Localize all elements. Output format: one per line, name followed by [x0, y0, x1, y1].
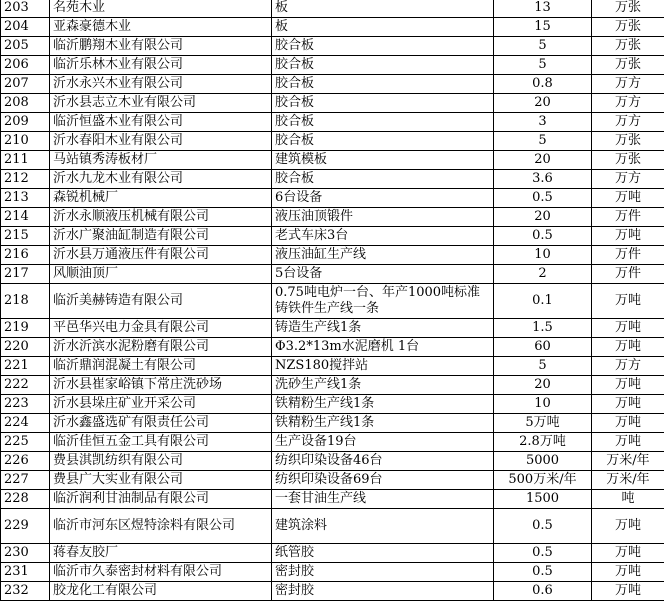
- equipment-item: 液压油缸生产线: [272, 246, 494, 265]
- table-row: [1, 338, 664, 357]
- company-name: 临沂鹏翔木业有限公司: [50, 37, 272, 56]
- equipment-item: 纺织印染设备69台: [272, 471, 494, 490]
- capacity-value: 0.5: [494, 544, 592, 563]
- equipment-item: 生产设备19台: [272, 433, 494, 452]
- company-name: 沂水永兴木业有限公司: [50, 75, 272, 94]
- row-number: 228: [1, 490, 50, 509]
- equipment-item: 胶合板: [272, 113, 494, 132]
- equipment-item: 胶合板: [272, 170, 494, 189]
- capacity-unit: 万吨: [592, 189, 664, 208]
- company-name: 名苑木业: [50, 0, 272, 18]
- row-number: 217: [1, 265, 50, 284]
- table-row: [1, 246, 664, 265]
- row-number: 221: [1, 357, 50, 376]
- table-row: [1, 284, 664, 319]
- company-name: 费县广大实业有限公司: [50, 471, 272, 490]
- equipment-item: 老式车床3台: [272, 227, 494, 246]
- table-row: [1, 319, 664, 338]
- capacity-value: 5: [494, 132, 592, 151]
- capacity-unit: 万吨: [592, 284, 664, 319]
- company-name: 费县淇凯纺织有限公司: [50, 452, 272, 471]
- company-name: 沂水永顺液压机械有限公司: [50, 208, 272, 227]
- equipment-item: 铁精粉生产线1条: [272, 414, 494, 433]
- company-name: 沂水广聚油缸制造有限公司: [50, 227, 272, 246]
- capacity-value: 3: [494, 113, 592, 132]
- capacity-unit: 万吨: [592, 319, 664, 338]
- company-name: 临沂润利甘油制品有限公司: [50, 490, 272, 509]
- company-name: 沂水县志立木业有限公司: [50, 94, 272, 113]
- capacity-value: 0.6: [494, 582, 592, 601]
- row-number: 203: [1, 0, 50, 18]
- row-number: 215: [1, 227, 50, 246]
- capacity-value: 20: [494, 208, 592, 227]
- capacity-unit: 万件: [592, 208, 664, 227]
- equipment-item: 胶合板: [272, 56, 494, 75]
- equipment-item: 液压油顶锻件: [272, 208, 494, 227]
- table-row: [1, 509, 664, 544]
- capacity-value: 13: [494, 0, 592, 18]
- equipment-item: 6台设备: [272, 189, 494, 208]
- row-number: 206: [1, 56, 50, 75]
- capacity-unit: 万米/年: [592, 452, 664, 471]
- company-name: 马站镇秀涛板材厂: [50, 151, 272, 170]
- capacity-value: 2: [494, 265, 592, 284]
- capacity-value: 5: [494, 56, 592, 75]
- equipment-item: 板: [272, 18, 494, 37]
- company-name: 沂水鑫盛选矿有限责任公司: [50, 414, 272, 433]
- table-row: [1, 189, 664, 208]
- capacity-value: 0.1: [494, 284, 592, 319]
- table-row: [1, 113, 664, 132]
- capacity-unit: 万件: [592, 246, 664, 265]
- equipment-item: NZS180搅拌站: [272, 357, 494, 376]
- table-body: [1, 0, 664, 601]
- capacity-unit: 万方: [592, 113, 664, 132]
- row-number: 204: [1, 18, 50, 37]
- table-row: [1, 170, 664, 189]
- capacity-value: 20: [494, 376, 592, 395]
- equipment-item: 胶合板: [272, 37, 494, 56]
- table-row: [1, 94, 664, 113]
- capacity-value: 2.8万吨: [494, 433, 592, 452]
- table-row: [1, 75, 664, 94]
- equipment-item: 铁精粉生产线1条: [272, 395, 494, 414]
- capacity-value: 0.5: [494, 189, 592, 208]
- capacity-value: 15: [494, 18, 592, 37]
- company-name: 临沂美赫铸造有限公司: [50, 284, 272, 319]
- table-row: [1, 151, 664, 170]
- capacity-unit: 万方: [592, 357, 664, 376]
- capacity-unit: 万吨: [592, 433, 664, 452]
- row-number: 209: [1, 113, 50, 132]
- company-name: 临沂恒盛木业有限公司: [50, 113, 272, 132]
- capacity-value: 1.5: [494, 319, 592, 338]
- row-number: 213: [1, 189, 50, 208]
- capacity-unit: 万吨: [592, 582, 664, 601]
- table-row: [1, 433, 664, 452]
- capacity-value: 10: [494, 246, 592, 265]
- table-row: [1, 376, 664, 395]
- row-number: 223: [1, 395, 50, 414]
- capacity-value: 5: [494, 357, 592, 376]
- company-name: 沂水春阳木业有限公司: [50, 132, 272, 151]
- row-number: 212: [1, 170, 50, 189]
- capacity-unit: 万方: [592, 94, 664, 113]
- equipment-item: Φ3.2*13m水泥磨机 1台: [272, 338, 494, 357]
- company-name: 临沂市久泰密封材料有限公司: [50, 563, 272, 582]
- company-name: 森锐机械厂: [50, 189, 272, 208]
- table-row: [1, 18, 664, 37]
- capacity-unit: 万张: [592, 132, 664, 151]
- row-number: 222: [1, 376, 50, 395]
- row-number: 207: [1, 75, 50, 94]
- equipment-item: 纺织印染设备46台: [272, 452, 494, 471]
- capacity-unit: 万方: [592, 75, 664, 94]
- capacity-value: 0.5: [494, 509, 592, 544]
- equipment-item: 建筑模板: [272, 151, 494, 170]
- table-row: [1, 208, 664, 227]
- row-number: 218: [1, 284, 50, 319]
- capacity-unit: 万吨: [592, 563, 664, 582]
- capacity-value: 0.5: [494, 563, 592, 582]
- capacity-value: 5000: [494, 452, 592, 471]
- capacity-value: 0.8: [494, 75, 592, 94]
- company-name: 沂水县崔家峪镇下常庄洗砂场: [50, 376, 272, 395]
- equipment-item: 铸造生产线1条: [272, 319, 494, 338]
- company-name: 沂水九龙木业有限公司: [50, 170, 272, 189]
- capacity-value: 5: [494, 37, 592, 56]
- row-number: 205: [1, 37, 50, 56]
- capacity-unit: 万张: [592, 56, 664, 75]
- table-row: [1, 265, 664, 284]
- company-name: 临沂市河东区煜特涂料有限公司: [50, 509, 272, 544]
- capacity-unit: 万吨: [592, 376, 664, 395]
- row-number: 230: [1, 544, 50, 563]
- equipment-item: 5台设备: [272, 265, 494, 284]
- equipment-item: 胶合板: [272, 75, 494, 94]
- equipment-item: 洗砂生产线1条: [272, 376, 494, 395]
- capacity-value: 5万吨: [494, 414, 592, 433]
- capacity-unit: 万米/年: [592, 471, 664, 490]
- row-number: 208: [1, 94, 50, 113]
- capacity-unit: 万张: [592, 18, 664, 37]
- capacity-value: 0.5: [494, 227, 592, 246]
- capacity-unit: 万方: [592, 170, 664, 189]
- company-name: 沂水县垛庄矿业开采公司: [50, 395, 272, 414]
- table-row: [1, 490, 664, 509]
- table-row: [1, 395, 664, 414]
- company-name: 临沂鼎润混凝土有限公司: [50, 357, 272, 376]
- row-number: 214: [1, 208, 50, 227]
- equipment-item: 建筑涂料: [272, 509, 494, 544]
- row-number: 227: [1, 471, 50, 490]
- company-name: 风顺油顶厂: [50, 265, 272, 284]
- company-name: 临沂佳恒五金工具有限公司: [50, 433, 272, 452]
- equipment-item: 密封胶: [272, 563, 494, 582]
- row-number: 232: [1, 582, 50, 601]
- equipment-item: 一套甘油生产线: [272, 490, 494, 509]
- capacity-unit: 万张: [592, 151, 664, 170]
- capacity-unit: 万吨: [592, 544, 664, 563]
- company-name: 临沂乐林木业有限公司: [50, 56, 272, 75]
- capacity-value: 10: [494, 395, 592, 414]
- capacity-value: 1500: [494, 490, 592, 509]
- company-name: 平邑华兴电力金具有限公司: [50, 319, 272, 338]
- capacity-unit: 万张: [592, 37, 664, 56]
- row-number: 216: [1, 246, 50, 265]
- capacity-value: 500万米/年: [494, 471, 592, 490]
- table-row: [1, 471, 664, 490]
- company-name: 亚森豪德木业: [50, 18, 272, 37]
- row-number: 211: [1, 151, 50, 170]
- capacity-unit: 万吨: [592, 227, 664, 246]
- row-number: 219: [1, 319, 50, 338]
- table-row: [1, 227, 664, 246]
- row-number: 231: [1, 563, 50, 582]
- equipment-item: 密封胶: [272, 582, 494, 601]
- table-row: [1, 414, 664, 433]
- capacity-unit: 万吨: [592, 414, 664, 433]
- equipment-item: 胶合板: [272, 94, 494, 113]
- capacity-unit: 吨: [592, 490, 664, 509]
- table-row: [1, 582, 664, 601]
- company-name: 蒋春友胶厂: [50, 544, 272, 563]
- capacity-unit: 万吨: [592, 395, 664, 414]
- capacity-unit: 万件: [592, 265, 664, 284]
- equipment-item: 0.75吨电炉一台、年产1000吨标准铸铁件生产线一条: [272, 284, 494, 319]
- table-row: [1, 357, 664, 376]
- table-row: [1, 132, 664, 151]
- capacity-unit: 万吨: [592, 509, 664, 544]
- table-row: [1, 563, 664, 582]
- capacity-unit: 万吨: [592, 338, 664, 357]
- capacity-value: 20: [494, 151, 592, 170]
- row-number: 220: [1, 338, 50, 357]
- table-row: [1, 452, 664, 471]
- capacity-value: 60: [494, 338, 592, 357]
- equipment-item: 板: [272, 0, 494, 18]
- row-number: 210: [1, 132, 50, 151]
- equipment-item: 纸管胶: [272, 544, 494, 563]
- capacity-value: 20: [494, 94, 592, 113]
- company-name: 沂水县万通液压件有限公司: [50, 246, 272, 265]
- table-row: [1, 0, 664, 18]
- company-name: 胶龙化工有限公司: [50, 582, 272, 601]
- row-number: 224: [1, 414, 50, 433]
- equipment-item: 胶合板: [272, 132, 494, 151]
- capacity-unit: 万张: [592, 0, 664, 18]
- table-row: [1, 544, 664, 563]
- capacity-value: 3.6: [494, 170, 592, 189]
- table-row: [1, 37, 664, 56]
- row-number: 229: [1, 509, 50, 544]
- row-number: 226: [1, 452, 50, 471]
- table-row: [1, 56, 664, 75]
- row-number: 225: [1, 433, 50, 452]
- company-name: 沂水沂滨水泥粉磨有限公司: [50, 338, 272, 357]
